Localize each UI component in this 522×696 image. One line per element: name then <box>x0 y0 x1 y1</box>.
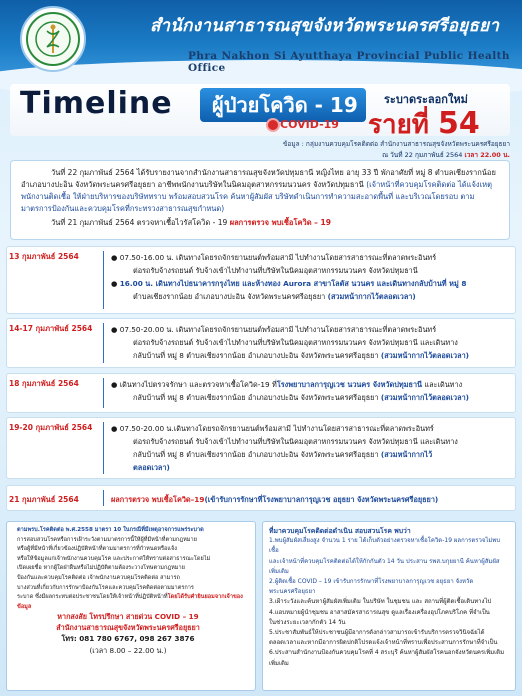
findings-heading: ที่มาควบคุมโรคติดต่อดำเนิน สอบสวนโรค พบว่า <box>269 527 411 535</box>
entry-text: ● เดินทางไปตรวจรักษา และตรวจหาเชื้อโควิด-19 ที่โรงพยาบาลการุญเวช นวนคร จังหวัดปทุมธานี และเดินทาง กลับบ้านที่ หมู่ 8 ตำบลเชียงรากน้อย อำเภอบางปะอิน จังหวัดพระนครศรีอยุธยา (สวมหน้ากากไว้ตลอดเวลา) <box>111 380 470 402</box>
finding-item: ในช่วงระยะเวลากักตัว 14 วัน <box>269 618 346 626</box>
summary-box <box>10 160 510 240</box>
entry-text: ● 07.50-20.00 น.เดินทางโดยรถจักรยานยนต์พร้อมสามี ไปทำงานโดยสารสาธารณะที่ตลาดพระอินทร์ ต่อรถรับจ้างรถยนต์ รับจ้างเข้าไปทำงานที่บริษัทในนิคมอุตสาหกรรมนวนคร จังหวัดปทุมธานี และเดินทาง กลับบ้านที่ หมู่ 8 ตำบลเชียงรากน้อย อำเภอบางปะอิน จังหวัดพระนครศรีอยุธยา (สวมหน้ากากไว้ ตลอดเวลา) <box>111 424 458 472</box>
finding-item: 2.ผู้ติดเชื้อ COVID – 19 เข้ารับการรักษาที่โรงพยาบาลการุญเวช อยุธยา จังหวัด <box>269 578 474 586</box>
finding-item: ตลอดเวลาและหากมีอาการผิดปกติโปรดแจ้งเจ้าหน้าที่ทราบเพื่อประสานการรักษาที่จำเป็น <box>269 639 498 647</box>
timeline-entry <box>6 318 516 368</box>
law-notice-box <box>6 521 256 691</box>
entry-date: 18 กุมภาพันธ์ 2564 <box>9 379 79 388</box>
timeline-heading: Timeline <box>20 86 173 121</box>
data-source: ข้อมูล : กลุ่มงานควบคุมโรคติดต่อ สำนักงานสาธารณสุขจังหวัดพระนครศรีอยุธยา ณ วันที่ 22 กุมภาพันธ์ 2564 เวลา 22.00 น. <box>282 140 510 159</box>
moph-seal-logo <box>20 6 86 72</box>
covid-label: COVID-19 <box>268 118 339 131</box>
finding-item: 3.เฝ้าระวังและค้นหาผู้สัมผัสเพิ่มเติม ในบริษัท ในชุมชน และ สถานที่ผู้ติดเชื้อเดินทางไป <box>269 598 492 606</box>
finding-item: 4.แอบหมายผู้นำชุมชน อาสาสมัครสาธารณสุข ดูแลเรื่องเครื่องอุปโภคบริโภค ที่จำเป็น <box>269 608 490 616</box>
virus-icon <box>268 120 278 130</box>
timeline-entry <box>6 373 516 413</box>
entry-text: ● 07.50-16.00 น. เดินทางโดยรถจักรยานยนต์พร้อมสามี ไปทำงานโดยสารสาธารณะที่ตลาดพระอินทร์ ต่อรถรับจ้างรถยนต์ รับจ้างเข้าไปทำงานที่บริษัทในนิคมอุตสาหกรรมนวนคร จังหวัดปทุมธานี ● 16.00 น. เดินทางไปธนาคารกรุงไทย และห้างทอง Aurora สาขาโลตัส นวนคร และเดินทางกลับบ้านที่ หมู่ 8 ตำบลเชียงรากน้อย อำเภอบางปะอิน จังหวัดพระนครศรีอยุธยา (สวมหน้ากากไว้ตลอดเวลา) <box>111 253 467 301</box>
epidemic-wave-label: ระบาดระลอกใหม่ <box>384 93 468 106</box>
finding-item: เพิ่มเติม <box>269 567 289 575</box>
investigation-findings-box <box>262 521 516 691</box>
finding-item: และเจ้าหน้าที่ควบคุมโรคติดต่อได้ให้กักกันตัว 14 วัน ประสาน รพส.บกุยยานี ค้นหาผู้สัมผัส <box>269 557 500 565</box>
timeline-entry <box>6 485 516 511</box>
seal-icon <box>33 19 73 59</box>
hotline-contact: หากสงสัย โทรปรึกษา สายด่วน COVID – 19 สำนักงานสาธารณสุขจังหวัดพระนครศรีอยุธยา โทร: 081 780 6767, 098 267 3876 (เวลา 8.00 – 22.00 น.) <box>56 612 200 655</box>
office-english-title: Phra Nakhon Si Ayutthaya Provincial Public Health Office <box>188 50 510 74</box>
entry-text: ● 07.50-20.00 น. เดินทางโดยรถจักรยานยนต์พร้อมสามี ไปทำงานโดยสารสาธารณะที่ตลาดพระอินทร์ ต่อรถรับจ้างรถยนต์ รับจ้างเข้าไปทำงานที่บริษัทในนิคมอุตสาหกรรมนวนคร จังหวัดปทุมธานี และเดินทาง กลับบ้านที่ หมู่ 8 ตำบลเชียงรากน้อย อำเภอบางปะอิน จังหวัดพระนครศรีอยุธยา (สวมหน้ากากไว้ตลอดเวลา) <box>111 325 470 360</box>
office-thai-title: สำนักงานสาธารณสุขจังหวัดพระนครศรีอยุธยา <box>150 16 500 36</box>
entry-text: ผลการตรวจ พบเชื้อโควิด–19(เข้ารับการรักษาที่โรงพยาบาลการุญเวช อยุธยา จังหวัดพระนครศรีอยุธยา) <box>111 495 439 504</box>
entry-date: 13 กุมภาพันธ์ 2564 <box>9 252 79 261</box>
summary-paragraph: วันที่ 22 กุมภาพันธ์ 2564 ได้รับรายงานจากสำนักงานสาธารณสุขจังหวัดปทุมธานี หญิงไทย อายุ 33 ปี พักอาศัยที่ หมู่ 8 ตำบลเชียงรากน้อย อำเภอบางปะอิน จังหวัดพระนครศรีอยุธยา อาชีพพนักงานบริษัทในนิคมอุตสาหกรรมนวนคร จังหวัดปทุมธานี (เจ้าหน้าที่ควบคุมโรคติดต่อ ได้แจ้งเหตุพนักงานติดเชื้อ ให้ฝ่ายบริหารของบริษัททราบ พร้อมสอบสวนโรค ค้นหาผู้สัมผัส บริษัทดำเนินการทำความสะอาดพื้นที่ และบริเวณโดยรอบ ตามมาตรการป้องกันและควบคุมโรคที่กระทรวงสาธารณสุขกำหนด) <box>21 168 496 213</box>
case-number: รายที่ 54 <box>368 106 480 141</box>
entry-date: 14-17 กุมภาพันธ์ 2564 <box>9 324 93 333</box>
test-result-line: วันที่ 21 กุมภาพันธ์ 2564 ตรวจหาเชื้อไวรัสโควิด - 19 ผลการตรวจ พบเชื้อโควิด – 19 <box>51 218 331 227</box>
finding-item: พระนครศรีอยุธยา <box>269 588 316 596</box>
patient-label: ผู้ป่วยโควิด - 19 <box>200 88 366 122</box>
finding-item: 5.ประชาสัมพันธ์ให้ประชาชนผู้มีอาการดังกล่าวสามารถเข้ารับบริการตรวจวินิจฉัยได้ <box>269 629 485 637</box>
entry-date: 21 กุมภาพันธ์ 2564 <box>9 495 79 504</box>
timeline-entry <box>6 246 516 314</box>
finding-item: 1.พบผู้สัมผัสเสี่ยงสูง จำนวน 1 ราย ได้เก็บตัวอย่างตรวจหาเชื้อโควิด-19 ผลการตรวจไม่พบเชื้อ <box>269 537 501 555</box>
law-text: ตามพรบ.โรคติดต่อ พ.ศ.2558 มาตรา 10 ในกรณีที่มีเหตุอาจการแพร่ระบาด การสอบสวนโรคหรือการเฝ้าระวังตามมาตรการนี้ให้ผู้ที่มีหน้าที่ตามกฎหมาย หรือผู้ที่มีหน้าที่เกี่ยวข้องปฏิบัติหน้าที่ตามมาตรการที่กำหนดหรือแจ้ง หรือให้ข้อมูลแก่เจ้าพนักงานควบคุมโรค และประกาศให้ทราบต่อสาธารณะโดยไม่ เปิดเผยชื่อ หากผู้ใดฝ่าฝืนหรือไม่ปฏิบัติตามต้องระวางโทษตามกฎหมาย ป้องกันและควบคุมโรคติดต่อ เจ้าพนักงานควบคุมโรคติดต่อ สามารถ บางส่วนที่เกี่ยวกับการรักษาป้องกันโรคและควบคุมโรคติดต่อตามมาตรการ ระบาด ซึ่งมีผลกระทบต่อประชาชนโดยให้เจ้าหน้าที่ปฏิบัติหน้าที่โดยได้รับคำยินยอมจากเจ้าของข้อมูล <box>17 527 243 610</box>
finding-item: 6.ประสานสำนักงานป้องกันควบคุมโรคที่ 4 สระบุรี ค้นหาผู้สัมผัสโรคนอกจังหวัดนครเพิ่มเติม <box>269 649 505 657</box>
entry-date: 19-20 กุมภาพันธ์ 2564 <box>9 423 93 432</box>
timeline-entry <box>6 417 516 479</box>
finding-item: เพิ่มเติม <box>269 659 289 667</box>
